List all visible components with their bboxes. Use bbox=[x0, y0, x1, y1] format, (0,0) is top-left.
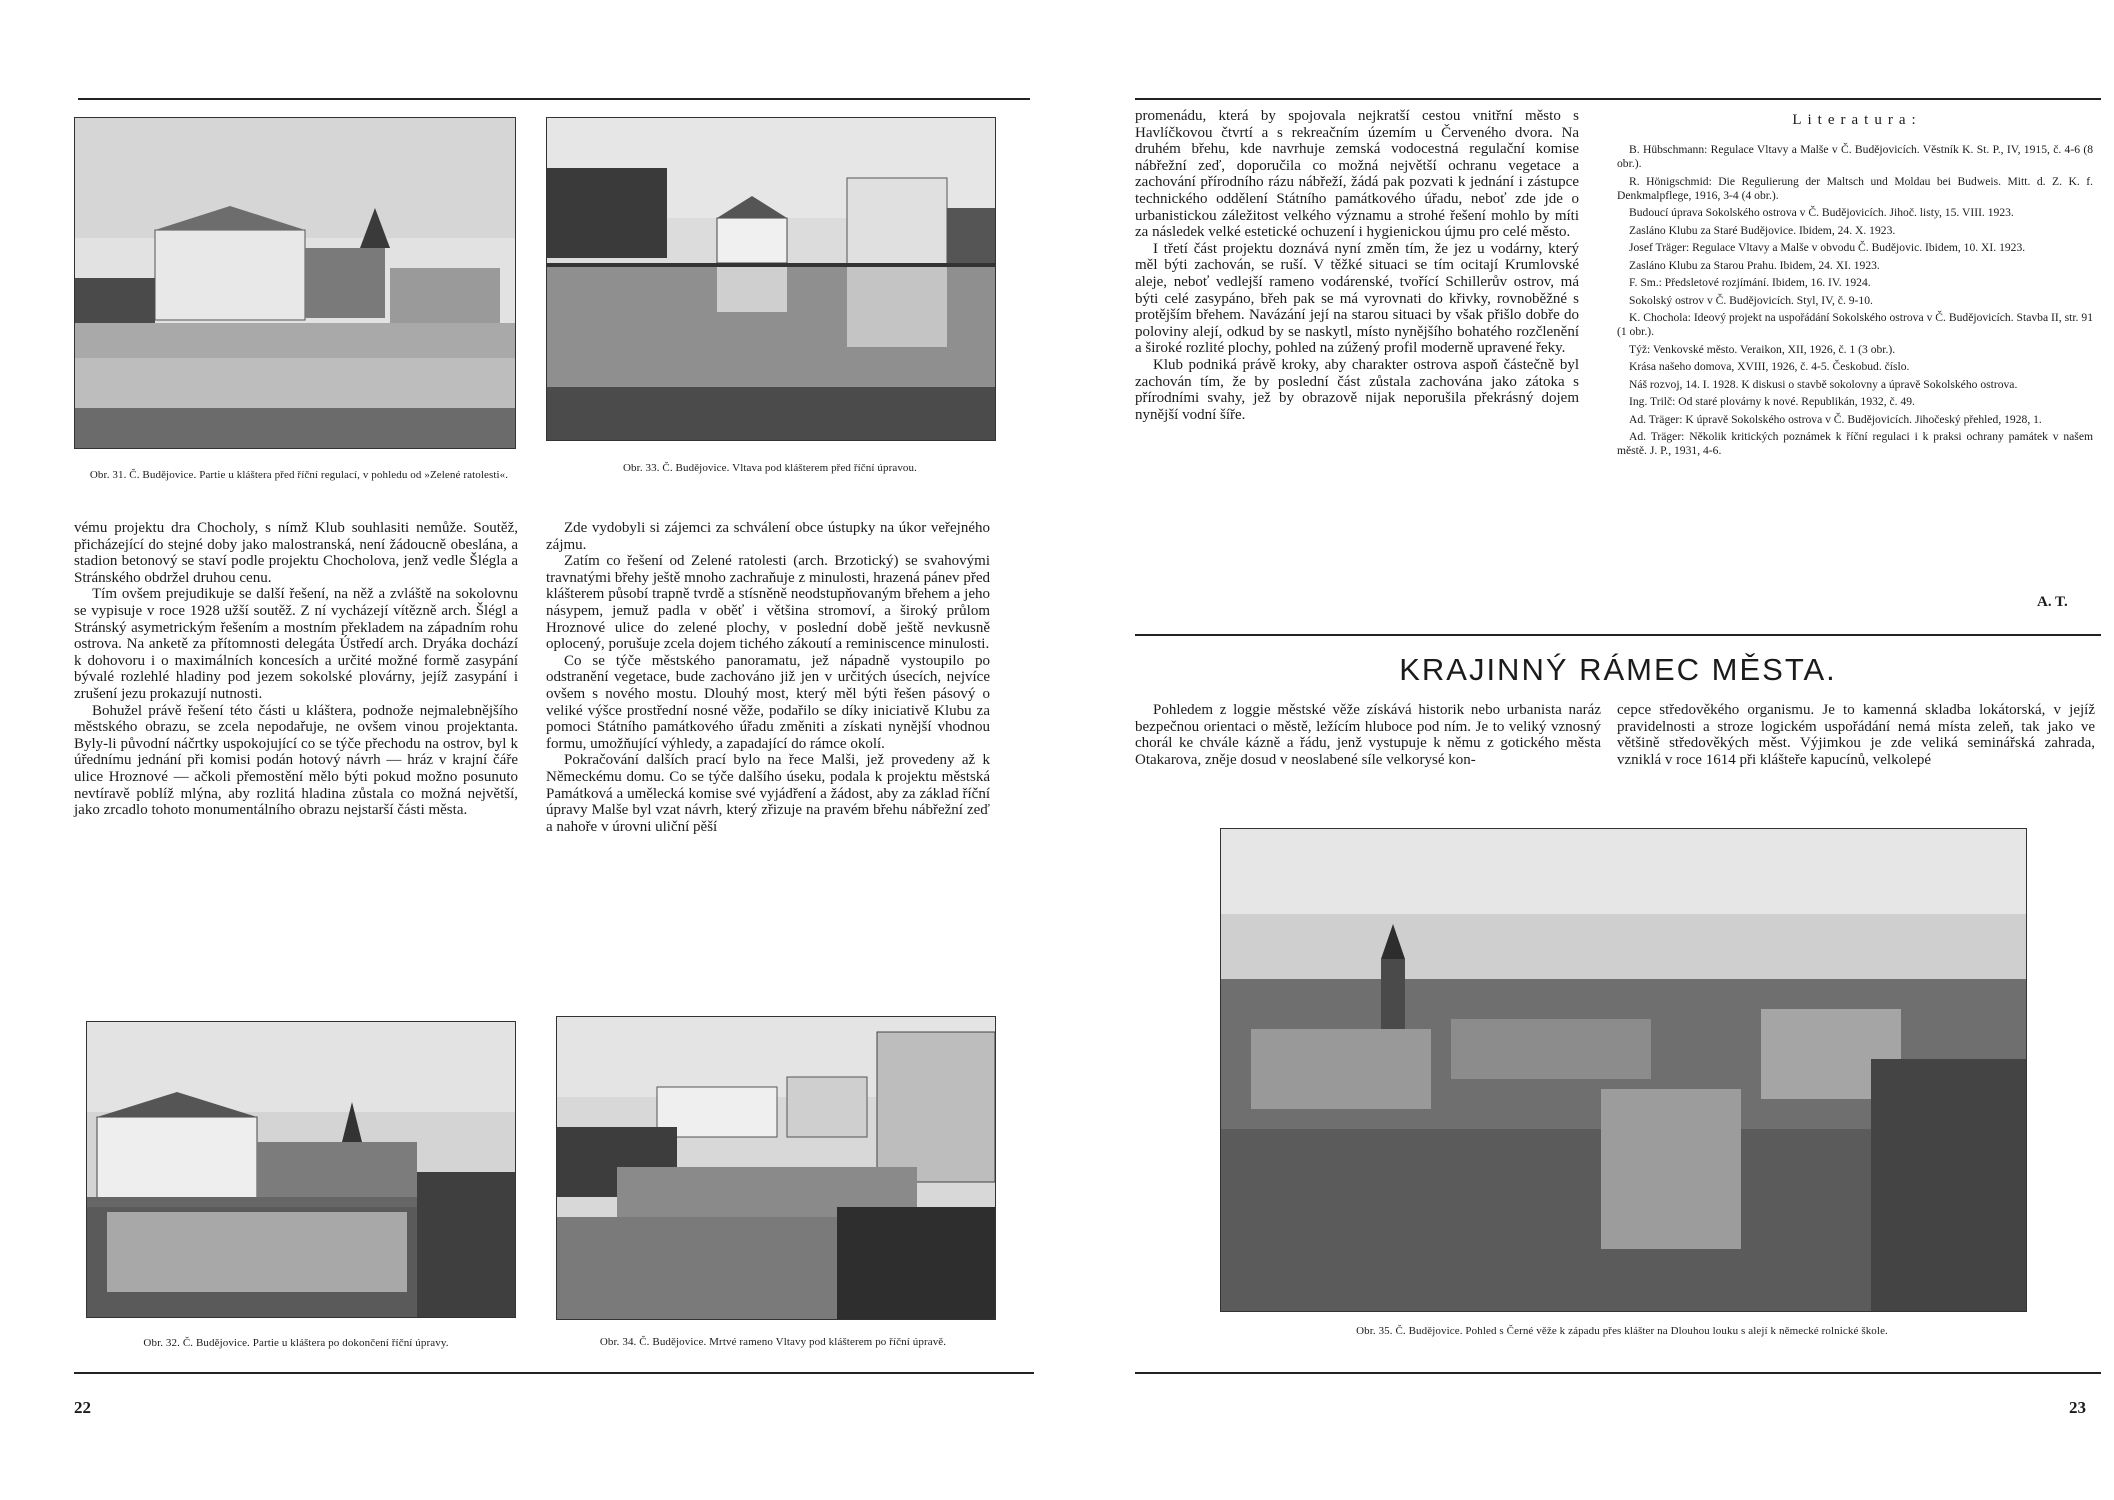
literature-entry: Krása našeho domova, XVIII, 1926, č. 4-5. Českobud. číslo. bbox=[1629, 360, 1910, 373]
paragraph: Zde vydobyli si zájemci za schválení obce ústupky na úkor veřejného zájmu. bbox=[546, 520, 990, 553]
paragraph: Pohledem z loggie městské věže získává historik nebo urbanista naráz bezpečnou orientaci o městě, ležícím hluboce pod ním. Je to veliký vznosný chorál ke chvále kázně a řádu, jenž vystupuje k němu z gotického města Otakarova, zněje dosud v neoslabené síle velkorysé kon- bbox=[1135, 702, 1601, 768]
bottom-rule bbox=[74, 1372, 1034, 1374]
section-column-2 bbox=[1617, 702, 2095, 768]
literature-entry: B. Hübschmann: Regulace Vltavy a Malše v Č. Budějovicích. Věstník K. St. P., IV, 1915, č. 4-6 (8 obr.). bbox=[1617, 143, 2093, 170]
text-column-1 bbox=[1135, 108, 1579, 423]
literature-entry: K. Chochola: Ideový projekt na uspořádání Sokolského ostrova v Č. Budějovicích. Stavba II, str. 91 (1 obr.). bbox=[1617, 311, 2093, 338]
section-title: KRAJINNÝ RÁMEC MĚSTA. bbox=[1399, 652, 1837, 687]
paragraph: cepce středověkého organismu. Je to kamenná skladba lokátorská, v jejíž pravidelnosti a stroze logickém uspořádání nemá místa zeleň, tak jako ve většině středověkých měst. Výjimkou je zde veliká seminářská zahrada, vzniklá v roce 1614 při klášteře kapucínů, velkolepé bbox=[1617, 702, 2095, 768]
paragraph: Zatím co řešení od Zelené ratolesti (arch. Brzotický) se svahovými travnatými břehy ještě mnoho zachraňuje z minulosti, hrazená pánev před klášterem působí trapně tvrdě a stísněně neodstupňovaným břehem a jeho násypem, jemuž padla v oběť i většina stromoví, a široký průlom Hroznové ulice do zelené plochy, v poslední době ještě nevkusně oplocený, porušuje zcela dojem tichého zákoutí a reminiscence minulosti. bbox=[546, 553, 990, 653]
top-rule bbox=[1135, 98, 2101, 100]
literature-entry: Zasláno Klubu za Starou Prahu. Ibidem, 24. XI. 1923. bbox=[1629, 258, 1880, 272]
literature-entry: Budoucí úprava Sokolského ostrova v Č. Budějovicích. Jihoč. listy, 15. VIII. 1923. bbox=[1629, 206, 2014, 219]
photo-fig31 bbox=[74, 117, 516, 449]
page-number: 22 bbox=[74, 1398, 91, 1417]
paragraph: Tím ovšem prejudikuje se další řešení, na něž a zvláště na sokolovnu se vypisuje v roce 1928 užší soutěž. Z ní vycházejí vítězně arch. Šlégl a Stránský asymetrickým řešením a mostním překladem na západním rohu ostrova. Na anketě za přítomnosti delegáta Ústředí arch. Dryáka dochází k dohovoru i o maximálních koncesích a určité možné formě zasypání bývalé rozlehlé hladiny pod jezem sokolské plovárny, jejíž zasypání i zrušení jezu prokazují nutnosti. bbox=[74, 586, 518, 702]
caption-fig35: Obr. 35. Č. Budějovice. Pohled s Černé věže k západu přes klášter na Dlouhou louku s alejí k německé rolnické škole. bbox=[1356, 1325, 1888, 1337]
photo-fig34 bbox=[556, 1016, 996, 1320]
right-page bbox=[1057, 0, 2114, 1500]
literature-entry: Týž: Venkovské město. Veraikon, XII, 1926, č. 1 (3 obr.). bbox=[1629, 342, 1896, 356]
literature-entry: Josef Träger: Regulace Vltavy a Malše v obvodu Č. Budějovic. Ibidem, 10. XI. 1923. bbox=[1629, 241, 2026, 254]
photo-fig33 bbox=[546, 117, 996, 441]
section-rule bbox=[1135, 634, 2101, 636]
paragraph: I třetí část projektu doznává nyní změn tím, že jez u vodárny, který měl býti zachován, se ruší. V těžké situaci se tím ocitají Krumlovské aleje, neboť vedlejší rameno vodárenské, tvořící Schillerův ostrov, má býti celé zasypáno, břeh pak se má vyrovnati do křivky, rovnoběžné s protějším břehem. Navázání její na starou situaci by však přišlo dobře do poloviny alejí, odkud by se naskytl, místo nynějšího bohatého rozčlenění a široké rozlité plochy, pohled na zúžený profil moderně upravené řeky. bbox=[1135, 240, 1579, 357]
caption-fig31: Obr. 31. Č. Budějovice. Partie u kláštera před říční regulací, v pohledu od »Zelené ratolesti«. bbox=[89, 469, 509, 481]
photo-fig35 bbox=[1220, 828, 2027, 1312]
top-rule bbox=[78, 98, 1030, 100]
paragraph: Bohužel právě řešení této části u kláštera, podnože nejmalebnějšího městského obrazu, se zcela nepodařuje, ne ovšem vinou projektanta. Byly-li původní náčrtky uspokojující co se týče přechodu na ostrov, byl k úřednímu jednání při komisi podán hotový návrh — hráz v krajní čáře ulice Hroznové — ačkoli přemostění mělo býti pokud možno posunuto nevtíravě poblíž mlýna, aby rozlitá hladina zůstala co možná největší, jako zrcadlo tohoto monumentálního obrazu nejstarší části města. bbox=[74, 702, 518, 819]
bottom-rule bbox=[1135, 1372, 2101, 1374]
caption-fig33: Obr. 33. Č. Budějovice. Vltava pod klášterem před říční úpravou. bbox=[623, 462, 917, 474]
page-number: 23 bbox=[2069, 1398, 2086, 1417]
paragraph: Co se týče městského panoramatu, jež nápadně vystoupilo po odstranění vegetace, bude zachováno již jen v určitých úsecích, nejvíce ovšem s nového mostu. Dlouhý most, který měl býti řešen pásový o veliké výšce prostřední nosné věže, podařilo se díky iniciativě Klubu za pomoci Státního památkového úřadu změniti a získati nynější vhodnou formu, umožňující výhledy, a zapadající do rámce okolí. bbox=[546, 652, 990, 752]
literature-entry: Ad. Träger: K úpravě Sokolského ostrova v Č. Budějovicích. Jihočeský přehled, 1928, 1. bbox=[1629, 412, 2042, 426]
text-column-2 bbox=[546, 520, 990, 835]
photo-fig32 bbox=[86, 1021, 516, 1318]
paragraph: Pokračování dalších prací bylo na řece Malši, jež provedeny až k Německému domu. Co se týče dalšího úseku, podala k projektu městská Památková a umělecká komise své vyjádření a žádost, aby za základ říční úpravy Malše byl vzat návrh, který zřizuje na pravém břehu nábřežní zeď a nahoře v úrovni uliční pěší bbox=[546, 752, 990, 835]
paragraph: Klub podniká právě kroky, aby charakter ostrova aspoň částečně byl zachován tím, že by poslední část zůstala zachována jako zátoka s přírodními svahy, jež by obrazově nijak neporušila překrásný dojem nynější vodní šíře. bbox=[1135, 356, 1579, 423]
literature-entry: Náš rozvoj, 14. I. 1928. K diskusi o stavbě sokolovny a úpravě Sokolského ostrova. bbox=[1629, 377, 2018, 391]
literature-entry: R. Hönigschmid: Die Regulierung der Maltsch und Moldau bei Budweis. Mitt. d. Z. K. f. Denkmalpflege, 1916, 3-4 (4 obr.). bbox=[1617, 174, 2093, 202]
literature-entry: Sokolský ostrov v Č. Budějovicích. Styl, IV, č. 9-10. bbox=[1629, 293, 1873, 307]
literature-entry: F. Sm.: Předsletové rozjímání. Ibidem, 16. IV. 1924. bbox=[1629, 276, 1871, 289]
literature-entry: Ad. Träger: Několik kritických poznámek k říční regulaci i k praksi ochrany památek v našem městě. J. P., 1931, 4-6. bbox=[1617, 430, 2093, 457]
literature-title: Literatura: bbox=[1792, 112, 1922, 128]
literature-entry: Ing. Trilč: Od staré plovárny k nové. Republikán, 1932, č. 49. bbox=[1629, 395, 1915, 408]
paragraph: vému projektu dra Chocholy, s nímž Klub souhlasiti nemůže. Soutěž, přicházející do stejné doby jako malostranská, není žádoucně obeslána, a stadion betonový se staví podle projektu Chocholova, jenž vedle Šlégla a Stránského obdržel druhou cenu. bbox=[74, 520, 518, 586]
literature-entry: Zasláno Klubu za Staré Budějovice. Ibidem, 24. X. 1923. bbox=[1629, 223, 1896, 237]
section-column-1 bbox=[1135, 702, 1601, 768]
literature-list bbox=[1617, 143, 2093, 462]
text-column-1 bbox=[74, 520, 518, 819]
caption-fig34: Obr. 34. Č. Budějovice. Mrtvé rameno Vltavy pod klášterem po říční úpravě. bbox=[599, 1336, 947, 1348]
caption-fig32: Obr. 32. Č. Budějovice. Partie u kláštera po dokončení říční úpravy. bbox=[143, 1337, 449, 1349]
author-initials: A. T. bbox=[2037, 594, 2068, 610]
paragraph: promenádu, která by spojovala nejkratší cestou vnitřní město s Havlíčkovou čtvrtí a s rekreačním územím u Červeného dvora. Na druhém břehu, kde navrhuje zemská vodocestná regulační komise nábřežní zeď, doporučila co možná největší ochranu vegetace a zachování přírodního rázu nábřeží, žádá pak pozvati k jednání i zástupce technického oddělení Státního památkového úřadu, neboť zde jde o urbanistickou záležitost velkého významu a strohé řešení mohlo by míti za následek velké estetické ochuzení i hygienickou újmu pro celé město. bbox=[1135, 108, 1579, 241]
